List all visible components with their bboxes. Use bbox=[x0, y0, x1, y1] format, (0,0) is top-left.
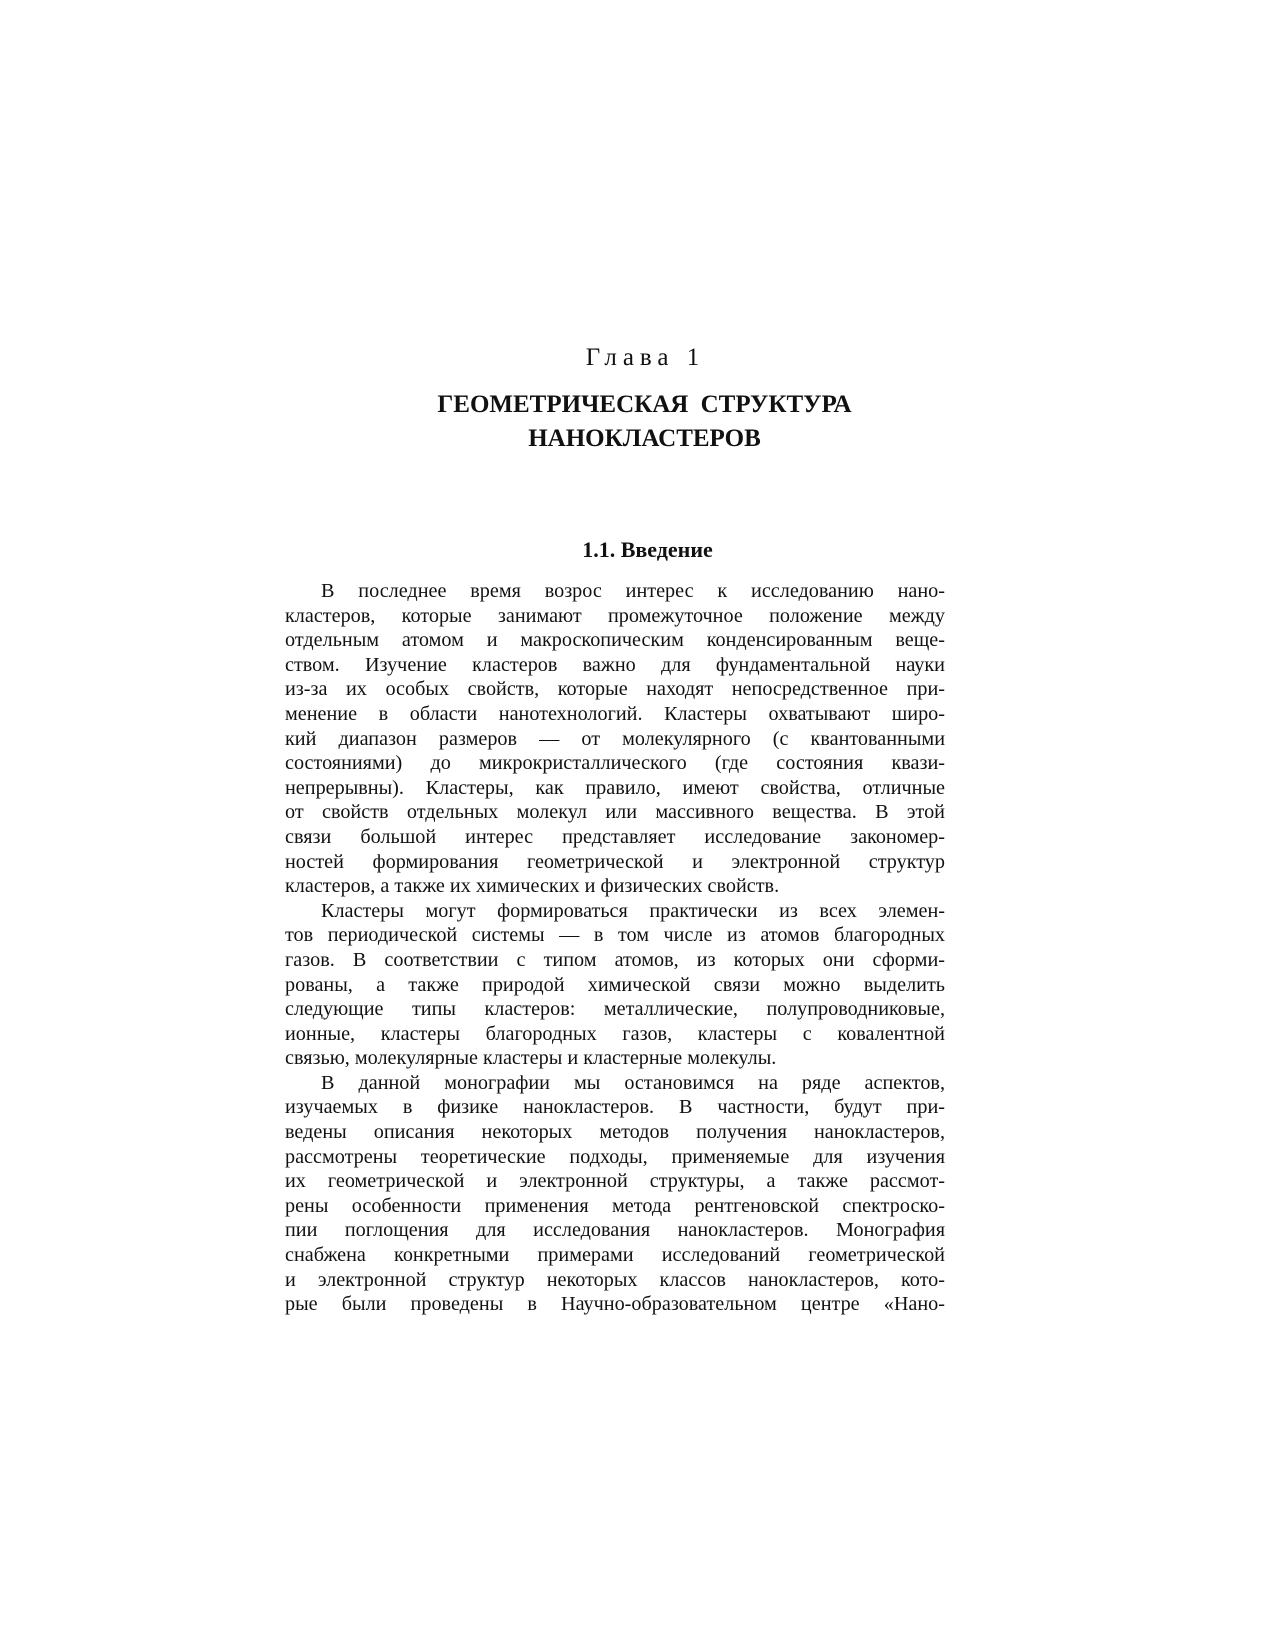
text-line: кластеров, которые занимают промежуточное положение между bbox=[285, 604, 945, 627]
text-line: пии поглощения для исследования нанокластеров. Монография bbox=[285, 1219, 945, 1242]
text-line: непрерывны). Кластеры, как правило, имеют свойства, отличные bbox=[285, 776, 945, 799]
text-line: от свойств отдельных молекул или массивного вещества. В этой bbox=[285, 801, 945, 824]
body-text bbox=[285, 579, 945, 1317]
text-line: Кластеры могут формироваться практически из всех элемен- bbox=[321, 899, 945, 922]
chapter-title bbox=[0, 388, 1275, 456]
text-line: связью, молекулярные кластеры и кластерные молекулы. bbox=[285, 1047, 777, 1070]
text-line: В последнее время возрос интерес к исследованию нано- bbox=[321, 580, 945, 602]
text-line: рены особенности применения метода рентгеновской спектроско- bbox=[285, 1194, 945, 1217]
section-heading: 1.1. Введение bbox=[582, 537, 713, 562]
text-line: изучаемых в физике нанокластеров. В частности, будут при- bbox=[285, 1096, 945, 1119]
chapter-title-line: ГЕОМЕТРИЧЕСКАЯ СТРУКТУРА bbox=[437, 391, 852, 418]
paragraph bbox=[285, 579, 945, 899]
text-line: ведены описания некоторых методов получения нанокластеров, bbox=[285, 1121, 945, 1144]
chapter-label: Глава 1 bbox=[585, 344, 706, 371]
text-line: их геометрической и электронной структуры, а также рассмот- bbox=[285, 1170, 945, 1193]
text-line: отдельным атомом и макроскопическим конденсированным веще- bbox=[285, 629, 945, 652]
chapter-title-line: НАНОКЛАСТЕРОВ bbox=[528, 425, 761, 452]
text-line: ностей формирования геометрической и электронной структур bbox=[285, 850, 945, 873]
text-line: из-за их особых свойств, которые находят непосредственное при- bbox=[285, 678, 945, 701]
text-line: ством. Изучение кластеров важно для фундаментальной науки bbox=[285, 653, 945, 676]
text-line: рые были проведены в Научно-образовательном центре «Нано- bbox=[285, 1293, 945, 1316]
text-line: и электронной структур некоторых классов нанокластеров, кото- bbox=[285, 1268, 945, 1291]
paragraph bbox=[285, 899, 945, 1071]
text-line: рассмотрены теоретические подходы, применяемые для изучения bbox=[285, 1145, 945, 1168]
paragraph bbox=[285, 1071, 945, 1317]
text-line: связи большой интерес представляет исследование закономер- bbox=[285, 825, 945, 848]
text-line: состояниями) до микрокристаллического (где состояния квази- bbox=[285, 752, 945, 775]
text-line: рованы, а также природой химической связи можно выделить bbox=[285, 973, 945, 996]
text-line: газов. В соответствии с типом атомов, из которых они сформи- bbox=[285, 948, 945, 971]
text-line: тов периодической системы — в том числе из атомов благородных bbox=[285, 924, 945, 947]
text-line: следующие типы кластеров: металлические, полупроводниковые, bbox=[285, 998, 945, 1021]
text-line: снабжена конкретными примерами исследований геометрической bbox=[285, 1244, 945, 1267]
text-line: В данной монографии мы остановимся на ряде аспектов, bbox=[321, 1071, 945, 1094]
text-line: кий диапазон размеров — от молекулярного (с квантованными bbox=[285, 727, 945, 750]
text-line: кластеров, а также их химических и физических свойств. bbox=[285, 875, 780, 898]
text-line: менение в области нанотехнологий. Кластеры охватывают широ- bbox=[285, 702, 945, 725]
text-line: ионные, кластеры благородных газов, кластеры с ковалентной bbox=[285, 1022, 945, 1045]
